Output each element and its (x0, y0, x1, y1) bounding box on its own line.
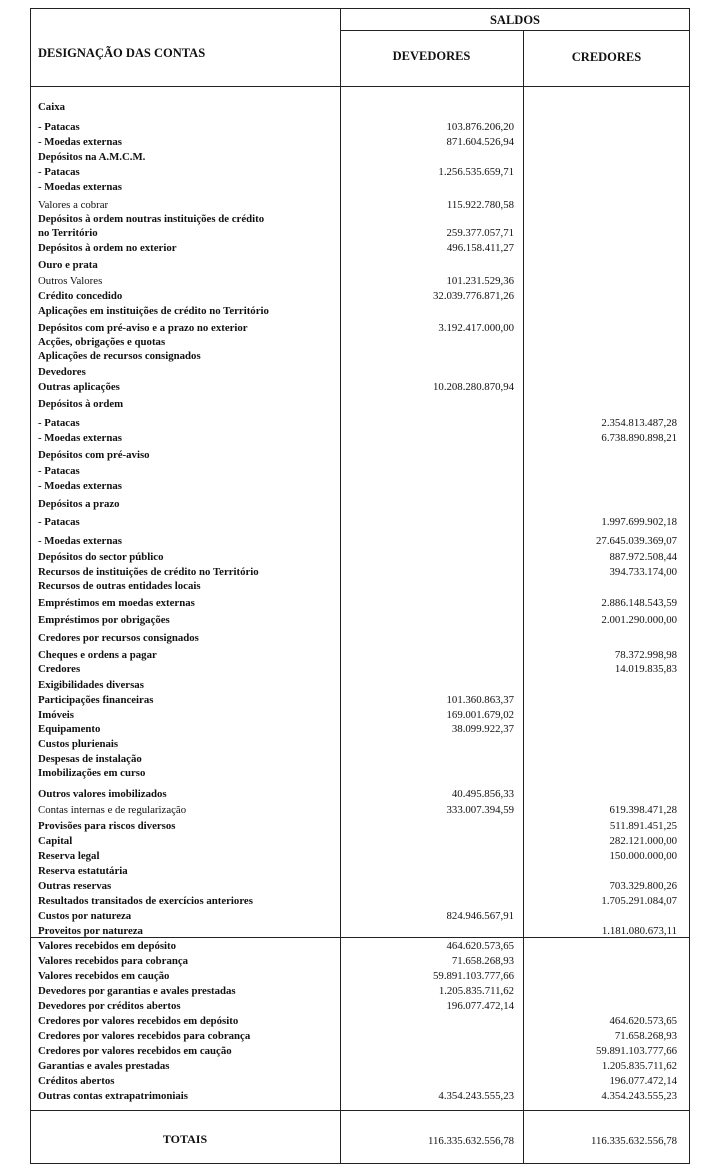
account-label: Equipamento (38, 723, 101, 735)
account-label: Aplicações de recursos consignados (38, 350, 201, 362)
credores-value: 464.620.573,65 (609, 1015, 677, 1027)
credores-value: 196.077.472,14 (609, 1075, 677, 1087)
account-label: Custos por natureza (38, 910, 132, 922)
credores-value: 2.354.813.487,28 (601, 417, 677, 429)
devedores-value: 464.620.573,65 (446, 940, 514, 952)
devedores-value: 1.256.535.659,71 (438, 166, 514, 178)
account-label: Crédito concedido (38, 290, 123, 302)
account-label: Despesas de instalação (38, 753, 142, 765)
account-label: Devedores (38, 366, 86, 378)
account-label: Valores a cobrar (38, 199, 109, 211)
account-label: Credores por valores recebidos em depósito (38, 1015, 239, 1027)
account-label: Credores por valores recebidos em caução (38, 1045, 232, 1057)
account-label: Credores (38, 663, 81, 675)
account-label: Devedores por garantias e avales prestadas (38, 985, 236, 997)
account-label: Depósitos a prazo (38, 498, 120, 510)
account-label: Caixa (38, 101, 65, 113)
credores-value: 2.001.290.000,00 (601, 614, 677, 626)
account-label: Contas internas e de regularização (38, 804, 187, 816)
devedores-value: 3.192.417.000,00 (438, 322, 514, 334)
account-label: Depósitos na A.M.C.M. (38, 151, 146, 163)
credores-value: 887.972.508,44 (609, 551, 677, 563)
account-label: Participações financeiras (38, 694, 154, 706)
credores-value: 14.019.835,83 (614, 663, 677, 675)
credores-value: 703.329.800,26 (609, 880, 677, 892)
credores-value: 1.997.699.902,18 (601, 516, 677, 528)
account-label: - Moedas externas (38, 432, 122, 444)
account-label: Reserva estatutária (38, 865, 128, 877)
credores-value: 282.121.000,00 (609, 835, 677, 847)
account-label: Credores por recursos consignados (38, 632, 199, 644)
account-label: Recursos de instituições de crédito no Território (38, 566, 259, 578)
devedores-value: 824.946.567,91 (446, 910, 514, 922)
account-label: Outros valores imobilizados (38, 788, 167, 800)
devedores-value: 333.007.394,59 (446, 804, 514, 816)
account-label: Ouro e prata (38, 259, 98, 271)
devedores-value: 103.876.206,20 (446, 121, 514, 133)
account-label: - Moedas externas (38, 535, 122, 547)
credores-value: 4.354.243.555,23 (601, 1090, 677, 1102)
account-label: Proveitos por natureza (38, 925, 143, 937)
account-label: Créditos abertos (38, 1075, 115, 1087)
header-saldos: SALDOS (489, 13, 541, 27)
account-label: - Patacas (38, 465, 80, 477)
account-label: Provisões para riscos diversos (38, 820, 176, 832)
devedores-value: 10.208.280.870,94 (433, 381, 514, 393)
credores-value: 394.733.174,00 (609, 566, 677, 578)
credores-value: 1.205.835.711,62 (601, 1060, 677, 1072)
account-label: Credores por valores recebidos para cobrança (38, 1030, 251, 1042)
account-label: Reserva legal (38, 850, 100, 862)
account-label: Valores recebidos em depósito (38, 940, 177, 952)
account-label: Cheques e ordens a pagar (38, 649, 157, 661)
credores-value: 27.645.039.369,07 (596, 535, 677, 547)
account-label: - Patacas (38, 121, 80, 133)
credores-value: 619.398.471,28 (609, 804, 677, 816)
totals-label: TOTAIS (162, 1132, 208, 1146)
account-label: Outras aplicações (38, 381, 120, 393)
credores-value: 511.891.451,25 (609, 820, 677, 832)
account-label: - Moedas externas (38, 181, 122, 193)
devedores-value: 32.039.776.871,26 (433, 290, 514, 302)
devedores-value: 496.158.411,27 (446, 242, 514, 254)
credores-value: 6.738.890.898,21 (601, 432, 677, 444)
account-label: no Território (38, 227, 98, 239)
devedores-value: 40.495.856,33 (451, 788, 514, 800)
account-label: - Moedas externas (38, 480, 122, 492)
devedores-value: 4.354.243.555,23 (438, 1090, 514, 1102)
devedores-value: 71.658.268,93 (451, 955, 514, 967)
account-label: Depósitos à ordem noutras instituições de crédito (38, 213, 265, 225)
credores-value: 1.181.080.673,11 (601, 925, 677, 937)
account-label: Empréstimos por obrigações (38, 614, 170, 626)
account-label: - Moedas externas (38, 136, 122, 148)
account-label: Custos plurienais (38, 738, 119, 750)
credores-value: 78.372.998,98 (614, 649, 677, 661)
devedores-value: 196.077.472,14 (446, 1000, 514, 1012)
credores-value: 59.891.103.777,66 (596, 1045, 677, 1057)
totals-credores: 116.335.632.556,78 (591, 1135, 677, 1147)
account-label: Valores recebidos em caução (38, 970, 170, 982)
account-label: Recursos de outras entidades locais (38, 580, 201, 592)
account-label: Empréstimos em moedas externas (38, 597, 195, 609)
header-credores: CREDORES (571, 50, 642, 64)
account-label: Exigibilidades diversas (38, 679, 144, 691)
account-label: - Patacas (38, 166, 80, 178)
account-label: Garantias e avales prestadas (38, 1060, 170, 1072)
account-label: - Patacas (38, 417, 80, 429)
credores-value: 2.886.148.543,59 (601, 597, 677, 609)
account-label: Devedores por créditos abertos (38, 1000, 181, 1012)
account-label: Outras reservas (38, 880, 112, 892)
credores-value: 1.705.291.084,07 (601, 895, 677, 907)
devedores-value: 101.231.529,36 (446, 275, 514, 287)
account-label: Acções, obrigações e quotas (38, 336, 166, 348)
devedores-value: 871.604.526,94 (446, 136, 514, 148)
account-label: - Patacas (38, 516, 80, 528)
credores-value: 150.000.000,00 (609, 850, 677, 862)
account-label: Resultados transitados de exercícios anteriores (38, 895, 253, 907)
account-label: Imóveis (38, 709, 74, 721)
devedores-value: 259.377.057,71 (446, 227, 514, 239)
account-label: Outros Valores (38, 275, 103, 287)
account-label: Depósitos com pré-aviso e a prazo no exterior (38, 322, 248, 334)
devedores-value: 1.205.835.711,62 (438, 985, 514, 997)
devedores-value: 115.922.780,58 (446, 199, 514, 211)
devedores-value: 59.891.103.777,66 (433, 970, 514, 982)
credores-value: 71.658.268,93 (614, 1030, 677, 1042)
devedores-value: 101.360.863,37 (446, 694, 514, 706)
account-label: Capital (38, 835, 73, 847)
account-label: Imobilizações em curso (38, 767, 146, 779)
account-label: Outras contas extrapatrimoniais (38, 1090, 188, 1102)
totals-devedores: 116.335.632.556,78 (428, 1135, 514, 1147)
account-label: Depósitos à ordem no exterior (38, 242, 177, 254)
account-label: Depósitos do sector público (38, 551, 164, 563)
account-label: Valores recebidos para cobrança (38, 955, 189, 967)
header-devedores: DEVEDORES (392, 49, 471, 63)
account-label: Aplicações em instituições de crédito no Território (38, 305, 269, 317)
header-designacao: DESIGNAÇÃO DAS CONTAS (38, 46, 206, 60)
devedores-value: 169.001.679,02 (446, 709, 514, 721)
account-label: Depósitos à ordem (38, 398, 124, 410)
devedores-value: 38.099.922,37 (451, 723, 514, 735)
account-label: Depósitos com pré-aviso (38, 449, 150, 461)
